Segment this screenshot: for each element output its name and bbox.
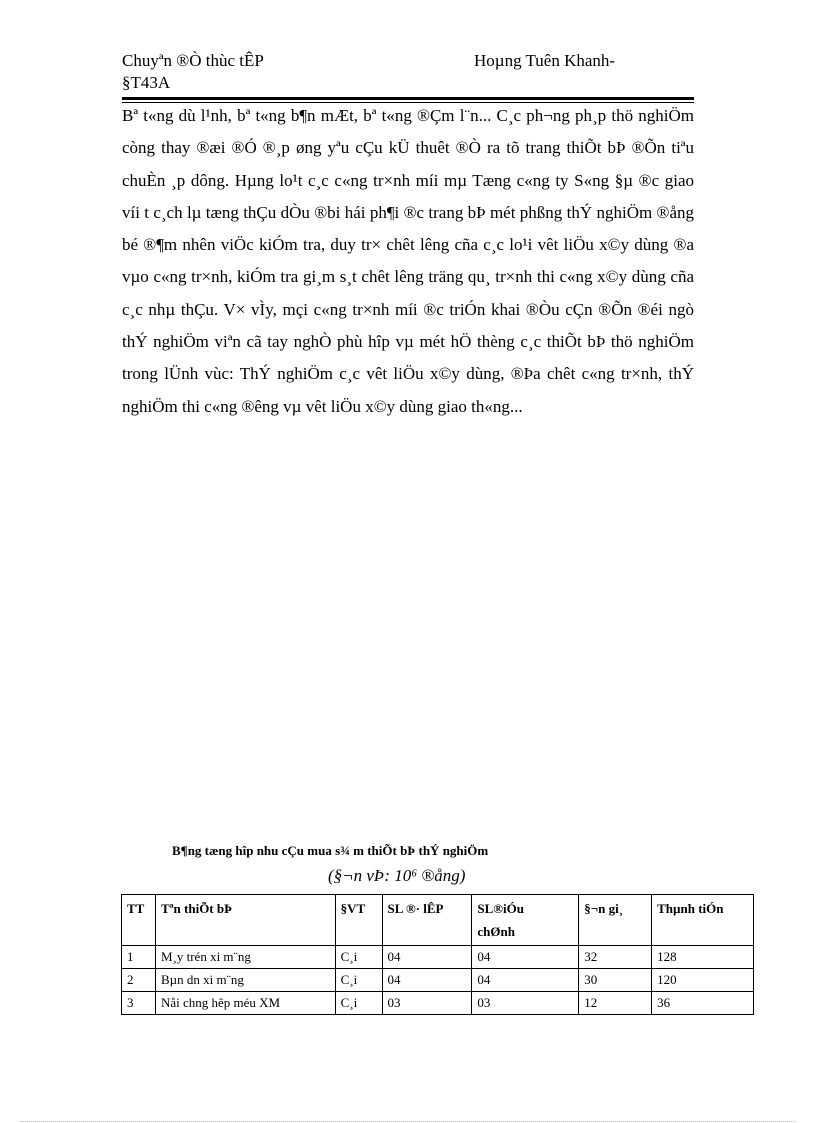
header-qty-adjusted: [472, 895, 579, 946]
cell-amount: 120: [652, 969, 754, 992]
cell-name: Nåi chng hêp méu XM: [155, 992, 335, 1015]
cell-amount: 36: [652, 992, 754, 1015]
cell-tt: 1: [122, 946, 156, 969]
header-qty-adjusted-line1: SL®iÓu: [477, 901, 524, 916]
cell-unit-price: 32: [579, 946, 652, 969]
cell-amount: 128: [652, 946, 754, 969]
cell-qty-installed: 03: [382, 992, 472, 1015]
header-left: [122, 50, 322, 94]
cell-qty-adjusted: 04: [472, 946, 579, 969]
header-qty-installed: SL ®· lÊP: [382, 895, 472, 946]
body-paragraph: Bª t«ng dù l¹nh, bª t«ng b¶n mÆt, bª t«ng ®Çm l¨n... C¸c ph¬ng ph¸p thö nghiÖm còng thay ®æi ®Ó ®¸p øng yªu cÇu kÜ thuêt ®Ò ra tõ trang thiÕt bÞ ®Õn tiªu chuÈn ¸p dông. Hµng lo¹t c¸c c«ng tr×nh míi mµ Tæng c«ng ty S«ng §µ ®c giao víi t c¸ch lµ tæng thÇu dÒu ®bi hái ph¶i ®c trang bÞ mét phßng thÝ nghiÖm ®ång bé ®¶m nhên viÖc kiÓm tra, duy tr× chêt lêng cña c¸c lo¹i vêt liÖu x©y dùng ®a vµo c«ng tr×nh, kiÓm tra gi¸m s¸t chêt lêng träng qu¸ tr×nh thi c«ng x©y dùng cña c¸c nhµ thÇu. V× vÌy, mçi c«ng tr×nh míi ®c triÓn khai ®Òu cÇn ®Õn ®éi ngò thÝ nghiÖm viªn cã tay nghÒ phù hîp vµ mét hÖ thèng c¸c thiÕt bÞ thö nghiÖm trong lÜnh vùc: ThÝ nghiÖm c¸c vêt liÖu x©y dùng, ®Þa chêt c«ng tr×nh, thÝ nghiÖm thi c«ng ®êng vµ vêt liÖu x©y dùng giao th«ng...: [122, 106, 694, 416]
cell-unit-price: 30: [579, 969, 652, 992]
cell-unit-price: 12: [579, 992, 652, 1015]
header-qty-adjusted-line2: chØnh: [477, 924, 515, 939]
cell-qty-adjusted: 04: [472, 969, 579, 992]
equipment-table: [121, 894, 754, 1015]
header-author: Hoµng Tuên Khanh-: [474, 51, 616, 70]
cell-qty-installed: 04: [382, 969, 472, 992]
cell-tt: 2: [122, 969, 156, 992]
cell-qty-installed: 04: [382, 946, 472, 969]
table-row: [122, 969, 754, 992]
table-header-row: [122, 895, 754, 946]
cell-name: Bµn dn xi m¨ng: [155, 969, 335, 992]
header-amount: Thµnh tiÓn: [652, 895, 754, 946]
cell-tt: 3: [122, 992, 156, 1015]
table-row: [122, 992, 754, 1015]
table-title: B¶ng tæng hîp nhu cÇu mua s¾ m thiÕt bÞ thÝ nghiÖm: [172, 843, 489, 858]
cell-name: M¸y trén xi m¨ng: [155, 946, 335, 969]
cell-unit: C¸i: [335, 992, 382, 1015]
cell-unit: C¸i: [335, 946, 382, 969]
header-unit-price: §¬n gi¸: [579, 895, 652, 946]
page-bottom-divider: [20, 1121, 796, 1122]
header-class: §T43A: [122, 73, 171, 92]
table-row: [122, 946, 754, 969]
header-tt: TT: [122, 895, 156, 946]
table-unit: (§¬n vÞ: 10⁶ ®ång): [328, 866, 466, 885]
header-name: Tªn thiÕt bÞ: [155, 895, 335, 946]
header-unit: §VT: [335, 895, 382, 946]
cell-qty-adjusted: 03: [472, 992, 579, 1015]
header-topic: Chuyªn ®Ò thùc tÊP: [122, 51, 264, 70]
cell-unit: C¸i: [335, 969, 382, 992]
body-text: [122, 100, 694, 423]
